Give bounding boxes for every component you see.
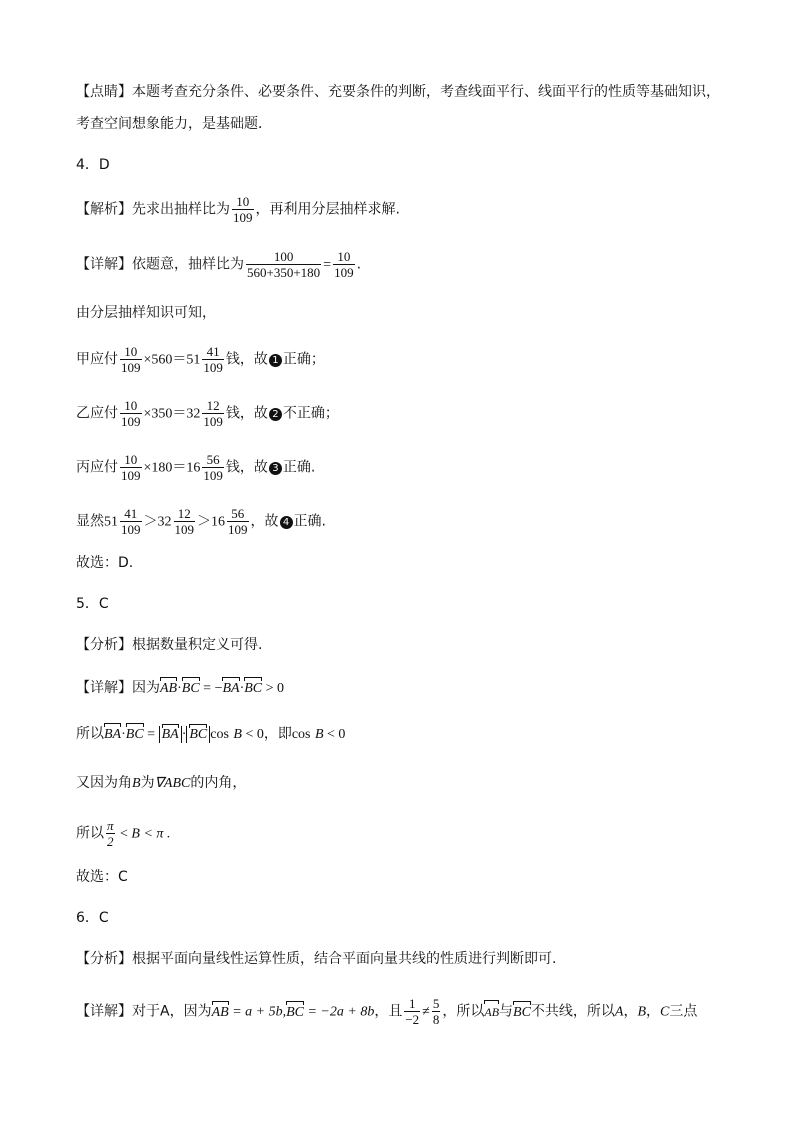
fraction-numerator: 56 xyxy=(227,506,249,522)
q6-fenxi xyxy=(76,949,556,969)
q6-post1: ，所以 xyxy=(442,1003,485,1020)
q6-xiangjie xyxy=(76,996,697,1027)
xianran-gt-2: ＞16 xyxy=(197,514,225,530)
fraction-denominator: 109 xyxy=(121,522,141,537)
dianjing-tag: 【点睛】 xyxy=(76,84,132,100)
jia-post2: 正确； xyxy=(282,351,325,368)
fraction-denominator: 2 xyxy=(107,834,114,849)
fraction-numerator: 41 xyxy=(202,344,224,360)
bing-ratio xyxy=(120,452,142,483)
yi-post2: 不正确； xyxy=(282,405,339,422)
bing-post2: 正确. xyxy=(282,459,316,476)
xianran-post1: ，故 xyxy=(250,513,279,530)
dot-operator: · xyxy=(121,727,126,742)
fraction-denominator: 109 xyxy=(233,210,253,225)
fraction-denominator: −2 xyxy=(405,1012,420,1027)
q5-xiangjie-pre: 因为 xyxy=(132,680,160,696)
fraction-numerator: 5 xyxy=(432,996,440,1011)
yi-ratio xyxy=(120,398,142,429)
lt-zero: < 0 xyxy=(323,727,346,742)
xianran-fraction-3 xyxy=(227,506,249,537)
angle-B: B xyxy=(132,776,141,791)
fraction-denominator: 109 xyxy=(203,414,223,429)
ratio-5-over-8 xyxy=(432,996,441,1027)
q4-jiexi-pre: 先求出抽样比为 xyxy=(132,201,230,218)
q4-xiangjie xyxy=(76,249,361,280)
q4-jiexi-post: ，再利用分层抽样求解. xyxy=(255,201,400,218)
q6-post2: 不共线，所以 xyxy=(530,1003,615,1020)
jia-mult: ×560＝51 xyxy=(143,352,201,368)
fraction-numerator: 10 xyxy=(120,398,142,414)
fraction-denominator: 109 xyxy=(121,414,141,429)
q4-jiexi-fraction xyxy=(232,194,254,225)
q5-range xyxy=(76,818,170,849)
xianran-gt-1: ＞32 xyxy=(143,514,172,530)
q4-intro xyxy=(76,303,216,323)
xianran-whole-1: 51 xyxy=(104,514,118,530)
q5-xiangjie xyxy=(76,678,284,699)
q5-suoyi-mid: ，即 xyxy=(263,726,292,742)
circled-number-2: 2 xyxy=(269,408,282,421)
fraction-numerator: 12 xyxy=(202,398,224,414)
fraction-numerator: 10 xyxy=(120,344,142,360)
q5-youyin-mid: 为 xyxy=(140,775,155,791)
jia-ratio xyxy=(120,344,142,375)
xianran-fraction-2 xyxy=(174,506,196,537)
q4-jiexi-tag: 【解析】 xyxy=(76,201,132,218)
q4-yi-line xyxy=(76,398,339,429)
vector-AB: AB xyxy=(160,679,177,699)
q4-xianran-line xyxy=(76,506,326,537)
fraction-numerator: 10 xyxy=(120,452,142,468)
fraction-denominator: 109 xyxy=(228,522,248,537)
lt-pi: < π . xyxy=(139,826,171,842)
circled-number-3: 3 xyxy=(269,462,282,475)
q5-choose xyxy=(76,867,128,887)
q6-fenxi-text: 根据平面向量线性运算性质，结合平面向量共线的性质进行判断即可. xyxy=(132,951,557,967)
dot-operator: · xyxy=(177,681,182,696)
fraction-denominator: 109 xyxy=(174,522,194,537)
dianjing-line-1 xyxy=(76,82,720,102)
circled-number-1: 1 xyxy=(269,354,282,367)
dianjing-line-2 xyxy=(76,114,272,134)
q5-youyin-post: 的内角， xyxy=(190,775,247,791)
vector-AB: AB xyxy=(484,1002,499,1022)
fraction-numerator: 12 xyxy=(174,506,196,522)
q5-fenxi xyxy=(76,635,262,655)
point-C: C xyxy=(660,1004,670,1020)
q4-answer-text: 4．D xyxy=(76,157,110,173)
q5-xiangjie-tag: 【详解】 xyxy=(76,680,132,696)
not-equal-sign: ≠ xyxy=(422,1004,430,1020)
pi-over-2 xyxy=(106,818,115,849)
bing-mult: ×180＝16 xyxy=(143,460,201,476)
q6-xiangjie-tag: 【详解】 xyxy=(76,1003,132,1020)
jia-mixed-fraction xyxy=(202,344,224,375)
bing-mixed-fraction xyxy=(202,452,224,483)
cos-label: cos xyxy=(291,727,311,742)
q5-answer-text: 5．C xyxy=(76,596,109,612)
fraction-denominator: 560+350+180 xyxy=(247,265,321,280)
fraction-numerator: 100 xyxy=(246,249,321,265)
q5-youyin xyxy=(76,773,246,794)
fraction-denominator: 109 xyxy=(203,360,223,375)
xianran-fraction-1 xyxy=(120,506,142,537)
yi-mixed-fraction xyxy=(202,398,224,429)
yi-mult: ×350＝32 xyxy=(143,406,201,422)
vector-BA: BA xyxy=(104,725,121,745)
xianran-label: 显然 xyxy=(76,513,104,530)
abs-BC xyxy=(186,726,210,743)
jia-label: 甲应付 xyxy=(76,351,118,368)
q5-choose-text: 故选：C xyxy=(76,869,128,885)
triangle-ABC: ∇ABC xyxy=(154,776,191,791)
dianjing-text-2: 考查空间想象能力，是基础题． xyxy=(76,116,272,132)
ab-expression: = a + 5b, xyxy=(228,1004,287,1020)
q4-jiexi xyxy=(76,194,400,225)
bing-label: 丙应付 xyxy=(76,459,118,476)
q6-yu: 与 xyxy=(499,1003,514,1020)
ratio-1-over-neg2 xyxy=(404,996,420,1027)
fraction-numerator: 56 xyxy=(202,452,224,468)
q4-ratio-result xyxy=(333,249,355,280)
fraction-denominator: 109 xyxy=(121,468,141,483)
q6-post3: 三点 xyxy=(669,1003,698,1020)
bc-expression: = −2a + 8b xyxy=(303,1004,375,1020)
lt-sign: < xyxy=(116,826,132,842)
q4-xiangjie-pre: 依题意，抽样比为 xyxy=(132,256,244,273)
q4-jia-line xyxy=(76,344,325,375)
point-B: B xyxy=(637,1004,647,1020)
yi-post1: 钱，故 xyxy=(225,405,268,422)
dot-operator: · xyxy=(181,727,187,742)
vector-BC: BC xyxy=(286,1003,304,1023)
dianjing-text-1: 本题考查充分条件、必要条件、充要条件的判断，考查线面平行、线面平行的性质等基础知识， xyxy=(132,84,720,100)
q5-answer xyxy=(76,594,109,614)
circled-number-4: 4 xyxy=(280,516,293,529)
jia-post1: 钱，故 xyxy=(225,351,268,368)
vector-BC: BC xyxy=(244,679,262,699)
q5-suoyi xyxy=(76,724,345,745)
q6-answer xyxy=(76,908,109,928)
vector-AB: AB xyxy=(212,1003,229,1023)
q6-answer-text: 6．C xyxy=(76,910,109,926)
angle-B: B xyxy=(233,727,242,742)
vector-BA: BA xyxy=(222,679,239,699)
q4-xiangjie-tag: 【详解】 xyxy=(76,256,132,273)
q4-choose xyxy=(76,553,133,573)
q4-ratio-fraction xyxy=(246,249,321,280)
q5-fenxi-tag: 【分析】 xyxy=(76,637,132,653)
fraction-numerator: 1 xyxy=(404,996,420,1012)
vector-BC: BC xyxy=(182,679,200,699)
equals-sign: = xyxy=(323,257,332,273)
fraction-denominator: 109 xyxy=(334,265,354,280)
vector-BA: BA xyxy=(161,727,179,742)
q6-fenxi-tag: 【分析】 xyxy=(76,951,132,967)
q5-fenxi-text: 根据数量积定义可得. xyxy=(132,637,263,653)
angle-B: B xyxy=(131,826,140,842)
abs-BA xyxy=(159,726,182,743)
point-A: A xyxy=(614,1004,624,1020)
fraction-numerator: 10 xyxy=(333,249,355,265)
fraction-numerator: 41 xyxy=(120,506,142,522)
equals-minus: = − xyxy=(199,681,223,696)
fraction-denominator: 8 xyxy=(432,1012,440,1027)
fraction-denominator: 109 xyxy=(203,468,223,483)
q4-intro-text: 由分层抽样知识可知， xyxy=(76,305,216,321)
yi-label: 乙应付 xyxy=(76,405,118,422)
xianran-post2: 正确. xyxy=(293,513,326,530)
lt-zero: < 0 xyxy=(241,727,264,742)
vector-BC: BC xyxy=(513,1003,531,1023)
q6-mid: ，且 xyxy=(374,1003,403,1020)
vector-BC: BC xyxy=(189,727,208,742)
cos-label: cos xyxy=(210,727,229,742)
fraction-numerator: π xyxy=(107,818,114,833)
q5-range-pre: 所以 xyxy=(76,825,104,842)
q4-xiangjie-post: . xyxy=(356,256,362,273)
fraction-numerator: 10 xyxy=(232,194,254,210)
dot-operator: · xyxy=(239,681,245,696)
angle-B: B xyxy=(314,727,324,742)
q5-suoyi-pre: 所以 xyxy=(76,726,104,742)
comma: ， xyxy=(623,1003,638,1020)
q4-answer xyxy=(76,155,110,175)
q4-choose-text: 故选：D. xyxy=(76,555,134,571)
q5-youyin-pre: 又因为角 xyxy=(76,775,132,791)
q6-xiangjie-pre: 对于A，因为 xyxy=(132,1003,212,1020)
q4-bing-line xyxy=(76,452,315,483)
vector-BC: BC xyxy=(126,725,144,745)
equals-sign: = xyxy=(143,727,159,742)
fraction-denominator: 109 xyxy=(121,360,141,375)
bing-post1: 钱，故 xyxy=(225,459,268,476)
comma: ， xyxy=(646,1003,661,1020)
gt-zero: > 0 xyxy=(262,681,285,696)
